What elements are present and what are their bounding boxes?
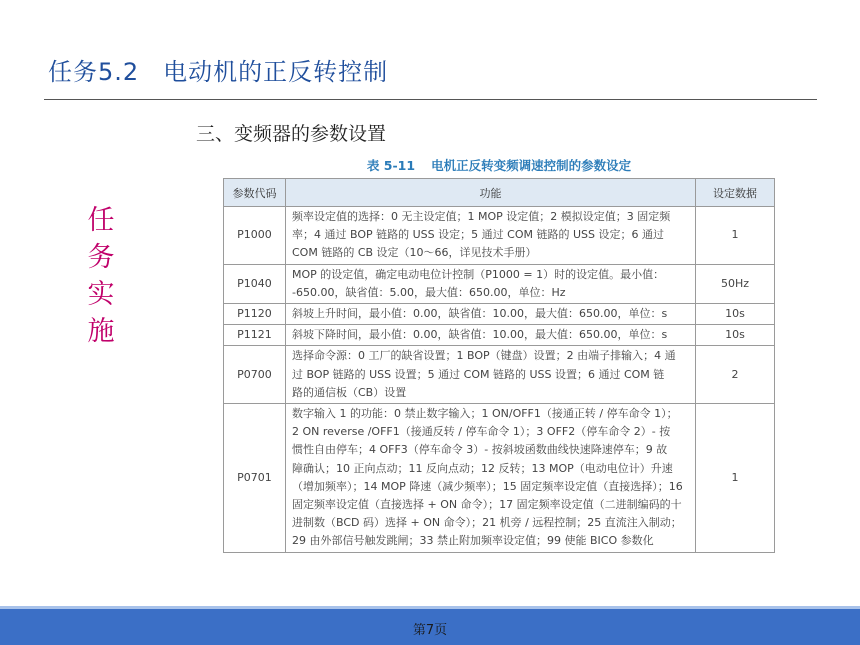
table-caption-text: 电机正反转变频调速控制的参数设定 bbox=[431, 158, 632, 173]
param-function bbox=[286, 404, 696, 553]
slide-title bbox=[48, 52, 388, 87]
param-function bbox=[286, 304, 696, 325]
function-line: 惯性自由停车；4 OFF3（停车命令 3）- 按斜坡函数曲线快速降速停车；9 故 bbox=[292, 443, 668, 457]
param-code: P1120 bbox=[224, 304, 286, 325]
title-divider bbox=[44, 99, 817, 100]
param-function bbox=[286, 207, 696, 265]
table-row bbox=[224, 207, 775, 265]
param-function bbox=[286, 346, 696, 404]
side-label-char: 实 bbox=[87, 279, 115, 310]
function-line: 选择命令源：0 工厂的缺省设置；1 BOP（键盘）设置；2 由端子排输入；4 通 bbox=[292, 349, 676, 363]
function-line: 固定频率设定值（直接选择 + ON 命令）；17 固定频率设定值（二进制编码的十 bbox=[292, 498, 682, 512]
function-line: 2 ON reverse /OFF1（接通反转 / 停车命令 1）；3 OFF2（停车命令 2）- 按 bbox=[292, 425, 671, 439]
side-label-char: 任 bbox=[87, 205, 115, 236]
table-caption bbox=[224, 156, 774, 174]
param-code: P0700 bbox=[224, 346, 286, 404]
param-function bbox=[286, 264, 696, 303]
section-heading: 三、变频器的参数设置 bbox=[196, 123, 387, 145]
function-line: （增加频率）；14 MOP 降速（减少频率）；15 固定频率设定值（直接选择）；16 bbox=[292, 479, 683, 493]
function-line: 进制数（BCD 码）选择 + ON 命令）；21 机旁 / 远程控制；25 直流注入制动； bbox=[292, 516, 682, 530]
header-value: 设定数据 bbox=[696, 179, 775, 207]
table-row bbox=[224, 264, 775, 303]
param-value: 50Hz bbox=[696, 264, 775, 303]
param-code: P1040 bbox=[224, 264, 286, 303]
table-row bbox=[224, 404, 775, 553]
param-value: 1 bbox=[696, 404, 775, 553]
task-number: 任务5.2 bbox=[48, 58, 140, 86]
function-line: 数字输入 1 的功能：0 禁止数字输入；1 ON/OFF1（接通正转 / 停车命令 1）； bbox=[292, 407, 678, 421]
side-label-char: 务 bbox=[87, 242, 115, 273]
table-row bbox=[224, 304, 775, 325]
table-row bbox=[224, 325, 775, 346]
param-value: 2 bbox=[696, 346, 775, 404]
function-line: 率；4 通过 BOP 链路的 USS 设定；5 通过 COM 链路的 USS 设定；6 通过 bbox=[292, 228, 664, 242]
param-value: 10s bbox=[696, 325, 775, 346]
function-line: 过 BOP 链路的 USS 设置；5 通过 COM 链路的 USS 设置；6 通过 COM 链 bbox=[292, 367, 665, 381]
param-value: 1 bbox=[696, 207, 775, 265]
side-label-char: 施 bbox=[87, 316, 115, 347]
param-code: P1121 bbox=[224, 325, 286, 346]
function-line: 斜坡下降时间，最小值：0.00，缺省值：10.00，最大值：650.00，单位：s bbox=[292, 328, 668, 342]
function-line: 频率设定值的选择：0 无主设定值；1 MOP 设定值；2 模拟设定值；3 固定频 bbox=[292, 210, 671, 223]
table-header-row bbox=[224, 179, 775, 207]
function-line: COM 链路的 CB 设定（10～66，详见技术手册） bbox=[292, 246, 537, 260]
header-code: 参数代码 bbox=[224, 179, 286, 207]
param-code: P1000 bbox=[224, 207, 286, 265]
function-line: 斜坡上升时间，最小值：0.00，缺省值：10.00，最大值：650.00，单位：s bbox=[292, 307, 668, 321]
function-line: 29 由外部信号触发跳闸；33 禁止附加频率设定值；99 使能 BICO 参数化 bbox=[292, 534, 654, 548]
param-code: P0701 bbox=[224, 404, 286, 553]
param-value: 10s bbox=[696, 304, 775, 325]
table-caption-number: 表 5-11 bbox=[366, 158, 416, 173]
page-number: 第7页 bbox=[412, 623, 448, 638]
parameter-table bbox=[223, 178, 775, 553]
param-function bbox=[286, 325, 696, 346]
table-row bbox=[224, 346, 775, 404]
header-function: 功能 bbox=[286, 179, 696, 207]
function-line: 路的通信板（CB）设置 bbox=[292, 385, 407, 399]
function-line: 障确认；10 正向点动；11 反向点动；12 反转；13 MOP（电动电位计）升速 bbox=[292, 461, 673, 475]
side-label bbox=[86, 202, 116, 350]
function-line: -650.00，缺省值：5.00，最大值：650.00，单位：Hz bbox=[292, 285, 566, 299]
task-title: 电动机的正反转控制 bbox=[163, 58, 389, 86]
function-line: MOP 的设定值，确定电动电位计控制（P1000 = 1）时的设定值。最小值： bbox=[292, 267, 665, 281]
